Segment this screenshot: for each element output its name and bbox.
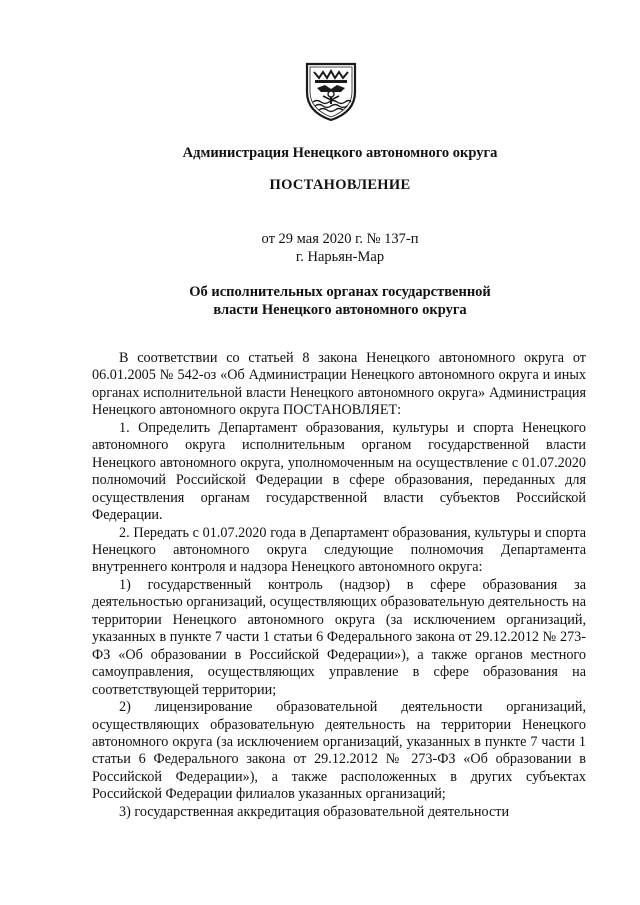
document-title-line-1: Об исполнительных органах государственной [189,284,491,300]
document-city: г. Нарьян-Мар [295,249,385,265]
subclause-2-paragraph: 2) лицензирование образовательной деятельности организаций, осуществляющих образовательную деятельность на территории Ненецкого автономного округа (за исключением организаций, указанных в пункте 7 части 1 статьи 6 Федерального закона от 29.12.2012 № 273-ФЗ «Об образовании в Российской Федерации»), а также расположенных в других субъектах Российской Федерации филиалов указанных организаций; [92,699,586,803]
document-type: ПОСТАНОВЛЕНИЕ [269,177,411,193]
subclause-3-paragraph: 3) государственная аккредитация образовательной деятельности [119,803,510,820]
preamble-paragraph: В соответствии со статьей 8 закона Ненецкого автономного округа от 06.01.2005 № 542-оз «Об Администрации Ненецкого автономного округа и иных органах исполнительной власти Ненецкого автономного округа» Администрация Ненецкого автономного округа ПОСТАНОВЛЯЕТ: [92,350,586,419]
document-date-number: от 29 мая 2020 г. № 137-п [261,231,419,247]
agency-name: Администрация Ненецкого автономного округа [182,145,498,161]
coat-of-arms-icon [301,58,361,122]
subclause-1-paragraph: 1) государственный контроль (надзор) в сфере образования за деятельностью организаций, осуществляющих образовательную деятельность на территории Ненецкого автономного округа (за исключением организаций, указанных в пункте 7 части 1 статьи 6 Федерального закона от 29.12.2012 № 273-ФЗ «Об образовании в Российской Федерации»), а также органов местного самоуправления, осуществляющих управление в сфере образования на соответствующей территории; [92,576,586,698]
document-body [92,350,586,821]
clause-1-paragraph: 1. Определить Департамент образования, культуры и спорта Ненецкого автономного округа исполнительным органом государственной власти Ненецкого автономного округа, уполномоченным на осуществление с 01.07.2020 полномочий Российской Федерации в сфере образования, переданных для осуществления органам государственной власти субъектов Российской Федерации. [92,419,586,524]
document-title-line-2: власти Ненецкого автономного округа [213,302,467,318]
clause-2-paragraph: 2. Передать с 01.07.2020 года в Департамент образования, культуры и спорта Ненецкого автономного округа следующие полномочия Департамента внутреннего контроля и надзора Ненецкого автономного округа: [92,524,586,576]
